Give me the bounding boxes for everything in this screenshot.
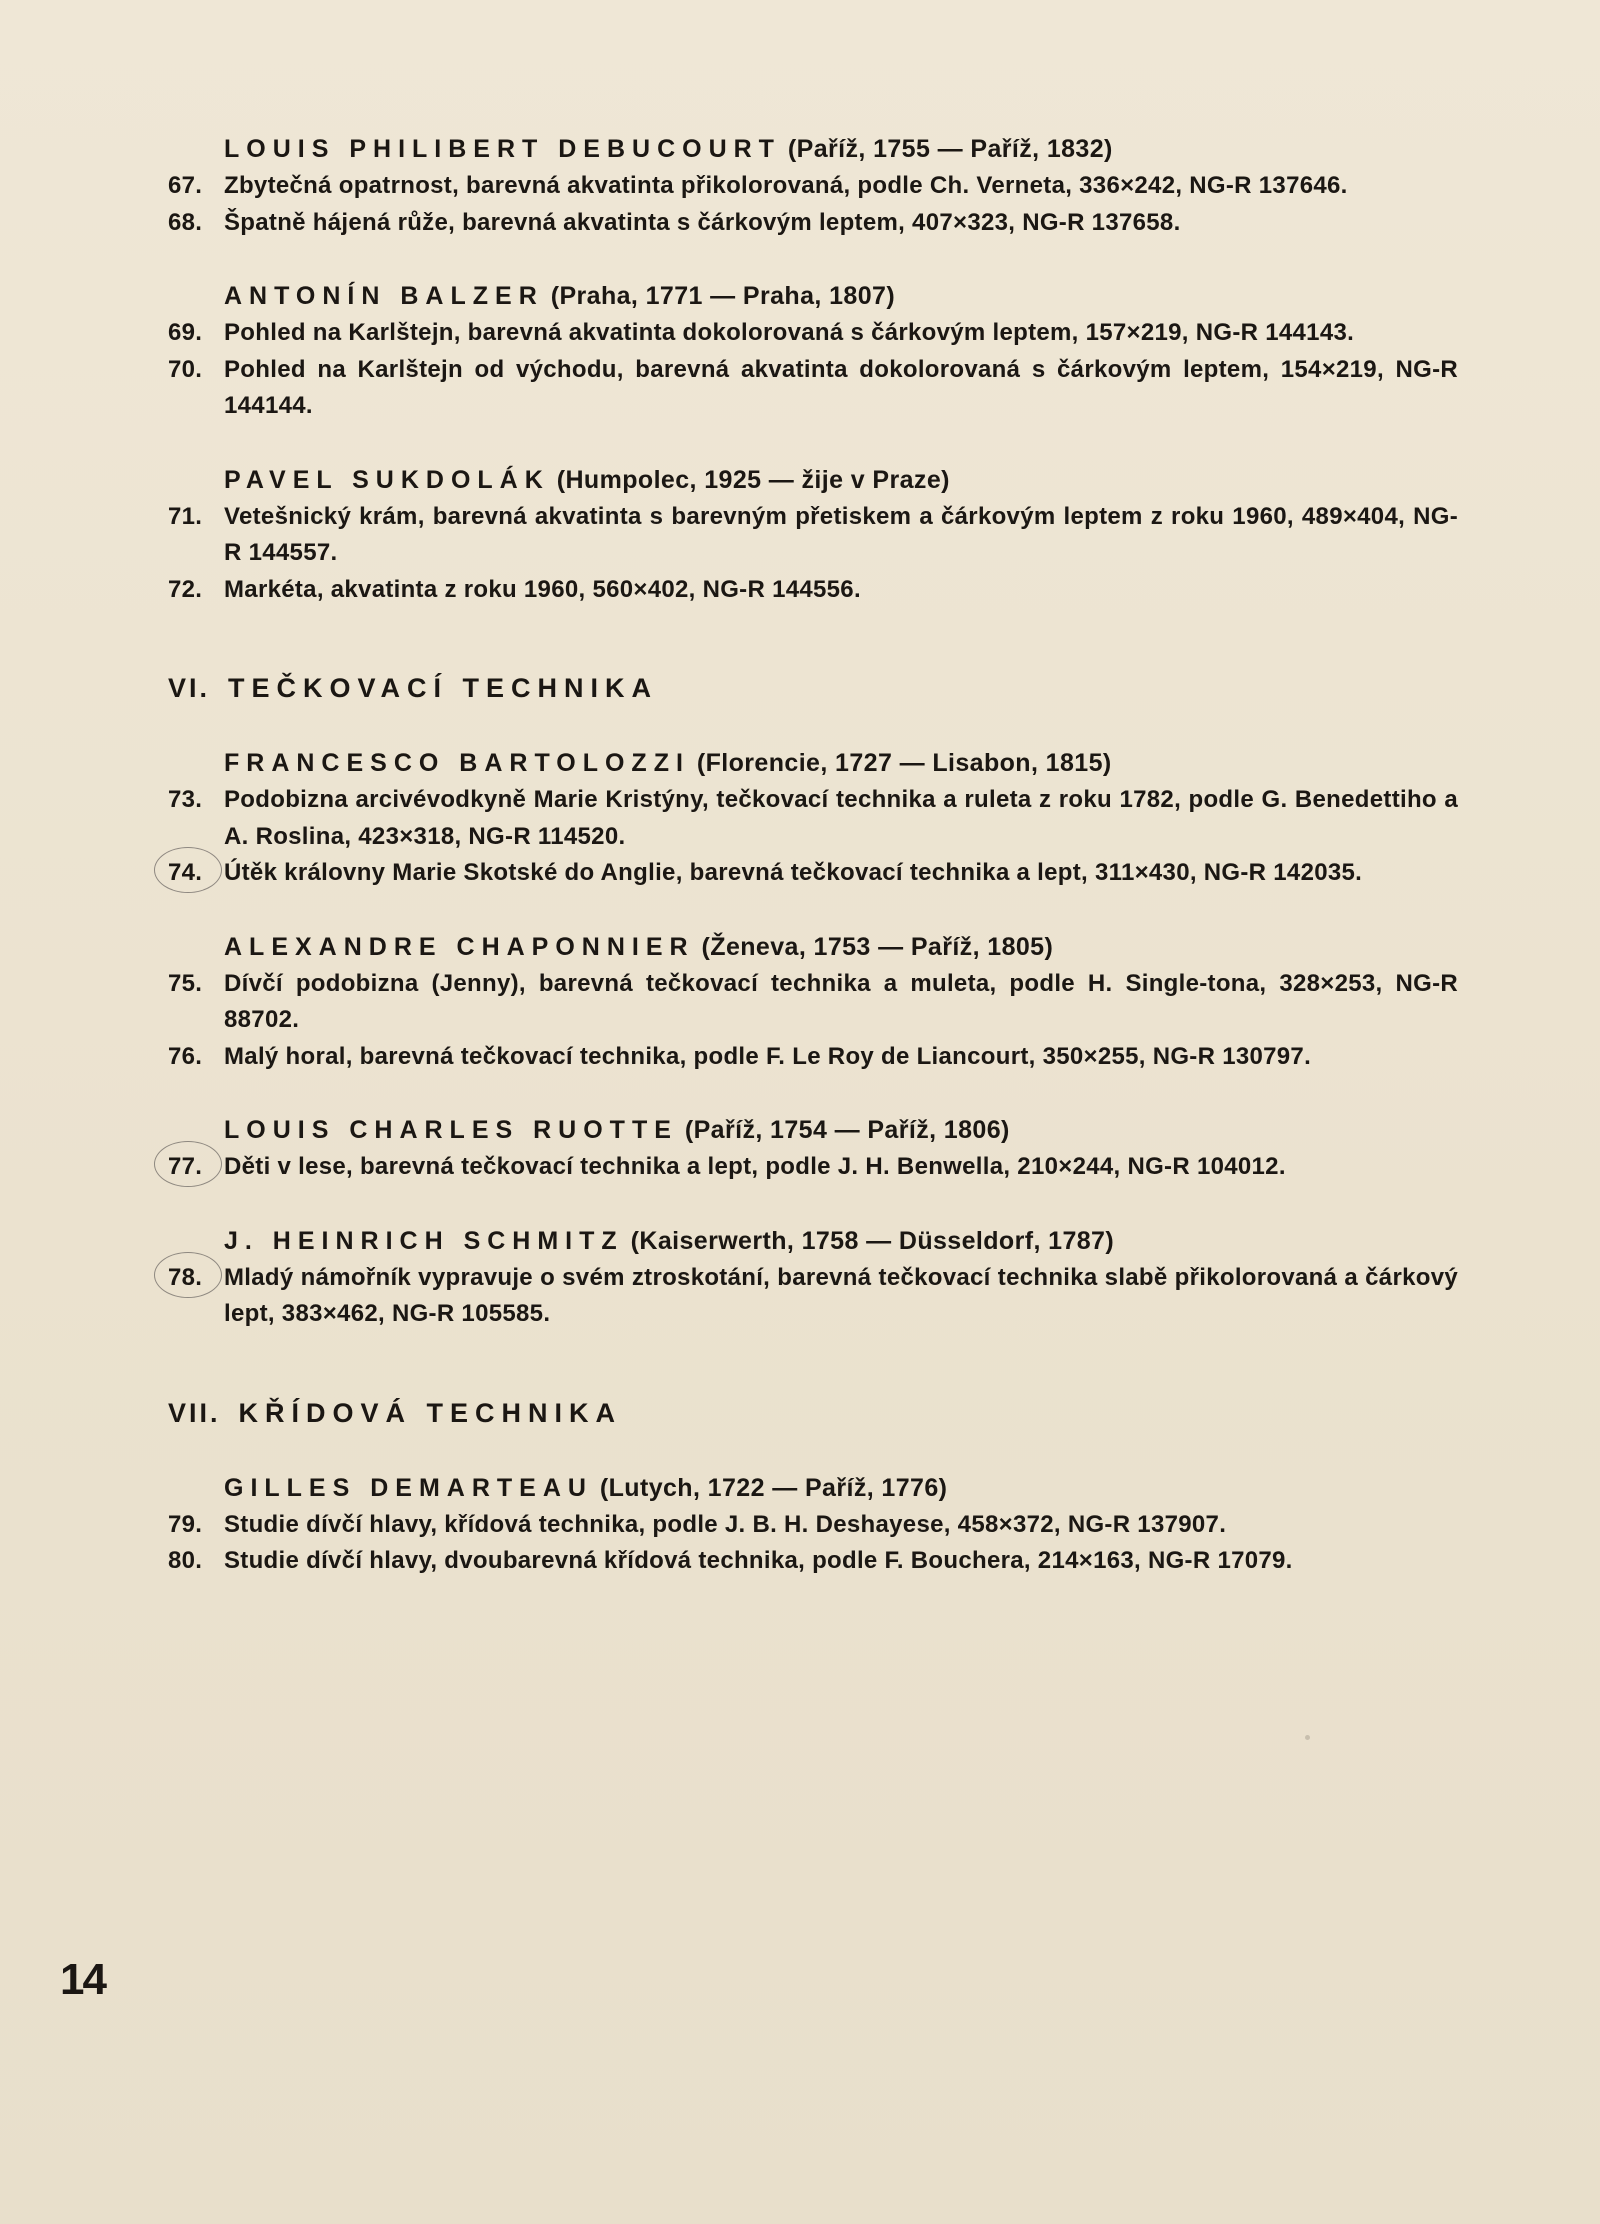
- vertical-gap: [168, 708, 1458, 744]
- catalogue-entry-e77: [168, 1149, 1458, 1186]
- vertical-gap: [168, 241, 1458, 277]
- entry-text: Dívčí podobizna (Jenny), barevná tečkovací technika a muleta, podle H. Single-tona, 328×253, NG-R 88702.: [224, 969, 1458, 1033]
- catalogue-entry-e75: [168, 966, 1458, 1039]
- artist-name: LOUIS CHARLES RUOTTE: [224, 1116, 678, 1144]
- catalogue-entry-e67: [168, 168, 1458, 205]
- entry-number: 78.: [168, 1263, 203, 1291]
- catalogue-entry-e68: [168, 205, 1458, 242]
- artist-dates: (Florencie, 1727 — Lisabon, 1815): [696, 749, 1112, 777]
- catalogue-column: [168, 130, 1458, 1580]
- entry-text: Studie dívčí hlavy, dvoubarevná křídová technika, podle F. Bouchera, 214×163, NG-R 17079.: [224, 1547, 1293, 1574]
- entry-text: Mladý námořník vypravuje o svém ztroskotání, barevná tečkovací technika slabě přikolorovaná a čárkový lept, 383×462, NG-R 105585.: [224, 1263, 1458, 1327]
- entry-number: 76.: [168, 1042, 203, 1070]
- section-heading-sec6: [168, 668, 1458, 708]
- catalogue-entry-e70: [168, 352, 1458, 425]
- entry-number: 73.: [168, 786, 203, 813]
- entry-text: Vetešnický krám, barevná akvatinta s barevným přetiskem a čárkovým leptem z roku 1960, 489×404, NG-R 144557.: [224, 502, 1458, 566]
- catalogue-entry-e71: [168, 499, 1458, 572]
- entry-number: 74.: [168, 859, 203, 886]
- entry-number: 70.: [168, 355, 203, 383]
- entry-text: Studie dívčí hlavy, křídová technika, podle J. B. H. Deshayese, 458×372, NG-R 137907.: [224, 1510, 1227, 1538]
- artist-dates: (Humpolec, 1925 — žije v Praze): [556, 465, 950, 494]
- catalogue-entry-e72: [168, 572, 1458, 609]
- entry-text: Malý horal, barevná tečkovací technika, podle F. Le Roy de Liancourt, 350×255, NG-R 130797.: [224, 1042, 1312, 1070]
- artist-heading-balzer: [224, 277, 1458, 315]
- artist-name: ALEXANDRE CHAPONNIER: [224, 932, 695, 961]
- artist-name: PAVEL SUKDOLÁK: [224, 465, 550, 494]
- artist-heading-demarteau: [224, 1469, 1458, 1507]
- entry-text: Podobizna arcivévodkyně Marie Kristýny, tečkovací technika a ruleta z roku 1782, podle G. Benedettiho a A. Roslina, 423×318, NG-R 114520.: [224, 786, 1458, 850]
- artist-dates: (Lutych, 1722 — Paříž, 1776): [599, 1473, 948, 1502]
- artist-heading-sukdolak: [224, 461, 1458, 499]
- vertical-gap: [168, 1433, 1458, 1469]
- catalogue-entry-e79: [168, 1507, 1458, 1544]
- vertical-gap: [168, 892, 1458, 928]
- entry-number: 67.: [168, 172, 203, 199]
- catalogue-entry-e74: [168, 855, 1458, 892]
- artist-dates: (Paříž, 1754 — Paříž, 1806): [684, 1116, 1010, 1144]
- artist-dates: (Ženeva, 1753 — Paříž, 1805): [701, 932, 1054, 961]
- entry-text: Děti v lese, barevná tečkovací technika a lept, podle J. H. Benwella, 210×244, NG-R 104012.: [224, 1153, 1286, 1180]
- catalogue-entry-e78: [168, 1260, 1458, 1333]
- artist-heading-debucourt: [224, 130, 1458, 168]
- entry-text: Markéta, akvatinta z roku 1960, 560×402, NG-R 144556.: [224, 575, 861, 603]
- entry-number: 69.: [168, 319, 203, 346]
- vertical-gap: [168, 1075, 1458, 1111]
- section-number: VII.: [168, 1397, 221, 1428]
- entry-text: Zbytečná opatrnost, barevná akvatinta přikolorovaná, podle Ch. Verneta, 336×242, NG-R 137646.: [224, 172, 1348, 199]
- artist-heading-ruotte: [224, 1111, 1458, 1149]
- artist-dates: (Kaiserwerth, 1758 — Düsseldorf, 1787): [630, 1226, 1115, 1255]
- artist-name: GILLES DEMARTEAU: [224, 1473, 593, 1502]
- section-heading-sec7: [168, 1393, 1458, 1433]
- vertical-gap: [168, 425, 1458, 461]
- artist-name: ANTONÍN BALZER: [224, 282, 544, 310]
- section-number: VI.: [168, 673, 211, 703]
- entry-number: 68.: [168, 208, 203, 236]
- artist-name: FRANCESCO BARTOLOZZI: [224, 749, 690, 777]
- catalogue-entry-e69: [168, 315, 1458, 352]
- catalogue-entry-e73: [168, 782, 1458, 855]
- artist-heading-chaponnier: [224, 928, 1458, 966]
- section-title: KŘÍDOVÁ TECHNIKA: [238, 1397, 623, 1428]
- entry-text: Špatně hájená růže, barevná akvatinta s čárkovým leptem, 407×323, NG-R 137658.: [224, 208, 1181, 236]
- entry-number: 77.: [168, 1153, 203, 1180]
- entry-text: Pohled na Karlštejn od východu, barevná akvatinta dokolorovaná s čárkovým leptem, 154×219, NG-R 144144.: [224, 355, 1458, 419]
- catalogue-entry-e76: [168, 1039, 1458, 1076]
- artist-heading-bartolozzi: [224, 744, 1458, 782]
- entry-number: 80.: [168, 1547, 203, 1574]
- artist-dates: (Paříž, 1755 — Paříž, 1832): [787, 135, 1113, 163]
- vertical-gap: [168, 1186, 1458, 1222]
- entry-text: Útěk královny Marie Skotské do Anglie, barevná tečkovací technika a lept, 311×430, NG-R 142035.: [224, 859, 1363, 886]
- catalogue-entry-e80: [168, 1543, 1458, 1580]
- entry-number: 72.: [168, 575, 203, 603]
- entry-number: 75.: [168, 969, 203, 997]
- entry-number: 79.: [168, 1510, 203, 1538]
- section-title: TEČKOVACÍ TECHNIKA: [228, 673, 659, 703]
- artist-name: J. HEINRICH SCHMITZ: [224, 1226, 624, 1255]
- vertical-gap: [168, 1333, 1458, 1393]
- entry-number: 71.: [168, 502, 203, 530]
- vertical-gap: [168, 608, 1458, 668]
- entry-text: Pohled na Karlštejn, barevná akvatinta dokolorovaná s čárkovým leptem, 157×219, NG-R 144143.: [224, 319, 1355, 346]
- page-number: 14: [60, 1955, 105, 2004]
- artist-heading-schmitz: [224, 1222, 1458, 1260]
- paper-speck: [1305, 1735, 1310, 1740]
- artist-name: LOUIS PHILIBERT DEBUCOURT: [224, 135, 781, 163]
- artist-dates: (Praha, 1771 — Praha, 1807): [550, 282, 896, 310]
